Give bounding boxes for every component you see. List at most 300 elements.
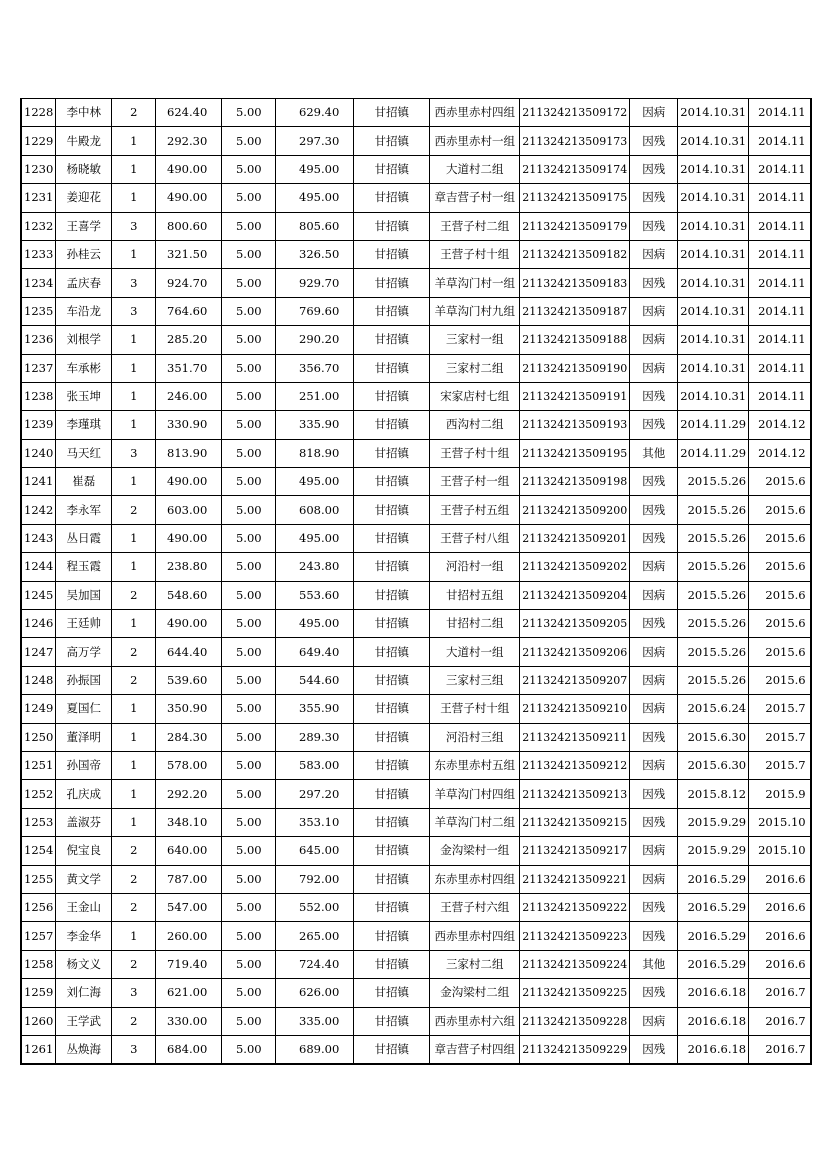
extra-amount-cell: 5.00 — [222, 297, 276, 325]
total-amount-cell: 792.00 — [276, 865, 354, 893]
name-cell: 王廷帅 — [56, 610, 112, 638]
name-cell: 马天红 — [56, 439, 112, 467]
extra-amount-cell: 5.00 — [222, 184, 276, 212]
village-group-cell: 羊草沟门村二组 — [430, 808, 520, 836]
base-amount-cell: 787.00 — [156, 865, 222, 893]
start-month-cell: 2014.11 — [749, 382, 811, 410]
village-group-cell: 三家村三组 — [430, 666, 520, 694]
name-cell: 刘根学 — [56, 326, 112, 354]
approval-date-cell: 2014.10.31 — [678, 382, 749, 410]
approval-date-cell: 2015.8.12 — [678, 780, 749, 808]
village-group-cell: 西赤里赤村一组 — [430, 127, 520, 155]
name-cell: 杨文义 — [56, 950, 112, 978]
approval-date-cell: 2014.10.31 — [678, 184, 749, 212]
case-id-cell: 211324213509205 — [520, 610, 630, 638]
household-size-cell: 2 — [112, 837, 156, 865]
town-cell: 甘招镇 — [354, 837, 430, 865]
approval-date-cell: 2015.5.26 — [678, 468, 749, 496]
case-id-cell: 211324213509200 — [520, 496, 630, 524]
start-month-cell: 2016.6 — [749, 865, 811, 893]
base-amount-cell: 624.40 — [156, 99, 222, 127]
approval-date-cell: 2015.5.26 — [678, 638, 749, 666]
name-cell: 夏国仁 — [56, 695, 112, 723]
approval-date-cell: 2014.10.31 — [678, 240, 749, 268]
household-size-cell: 1 — [112, 382, 156, 410]
base-amount-cell: 539.60 — [156, 666, 222, 694]
table-row — [21, 354, 811, 382]
town-cell: 甘招镇 — [354, 610, 430, 638]
approval-date-cell: 2016.6.18 — [678, 1035, 749, 1064]
name-cell: 孔庆成 — [56, 780, 112, 808]
table-row — [21, 950, 811, 978]
household-size-cell: 1 — [112, 354, 156, 382]
start-month-cell: 2015.7 — [749, 723, 811, 751]
extra-amount-cell: 5.00 — [222, 212, 276, 240]
case-id-cell: 211324213509173 — [520, 127, 630, 155]
approval-date-cell: 2015.6.24 — [678, 695, 749, 723]
table-row — [21, 581, 811, 609]
household-size-cell: 2 — [112, 496, 156, 524]
reason-cell: 因残 — [630, 922, 678, 950]
row-number-cell: 1238 — [21, 382, 56, 410]
name-cell: 孙桂云 — [56, 240, 112, 268]
reason-cell: 因残 — [630, 269, 678, 297]
start-month-cell: 2014.11 — [749, 184, 811, 212]
table-row — [21, 1035, 811, 1064]
case-id-cell: 211324213509211 — [520, 723, 630, 751]
name-cell: 杨晓敏 — [56, 155, 112, 183]
extra-amount-cell: 5.00 — [222, 240, 276, 268]
case-id-cell: 211324213509174 — [520, 155, 630, 183]
reason-cell: 因残 — [630, 411, 678, 439]
extra-amount-cell: 5.00 — [222, 865, 276, 893]
table-row — [21, 524, 811, 552]
base-amount-cell: 621.00 — [156, 979, 222, 1007]
start-month-cell: 2015.6 — [749, 524, 811, 552]
name-cell: 车沿龙 — [56, 297, 112, 325]
base-amount-cell: 321.50 — [156, 240, 222, 268]
extra-amount-cell: 5.00 — [222, 496, 276, 524]
case-id-cell: 211324213509206 — [520, 638, 630, 666]
approval-date-cell: 2014.10.31 — [678, 212, 749, 240]
extra-amount-cell: 5.00 — [222, 780, 276, 808]
village-group-cell: 王营子村十组 — [430, 695, 520, 723]
extra-amount-cell: 5.00 — [222, 837, 276, 865]
base-amount-cell: 603.00 — [156, 496, 222, 524]
start-month-cell: 2014.11 — [749, 269, 811, 297]
reason-cell: 因残 — [630, 808, 678, 836]
start-month-cell: 2014.11 — [749, 326, 811, 354]
village-group-cell: 甘招村五组 — [430, 581, 520, 609]
total-amount-cell: 544.60 — [276, 666, 354, 694]
village-group-cell: 西沟村二组 — [430, 411, 520, 439]
row-number-cell: 1229 — [21, 127, 56, 155]
town-cell: 甘招镇 — [354, 666, 430, 694]
case-id-cell: 211324213509187 — [520, 297, 630, 325]
row-number-cell: 1253 — [21, 808, 56, 836]
reason-cell: 因残 — [630, 1035, 678, 1064]
table-row — [21, 553, 811, 581]
reason-cell: 因病 — [630, 326, 678, 354]
start-month-cell: 2014.11 — [749, 297, 811, 325]
start-month-cell: 2015.7 — [749, 695, 811, 723]
town-cell: 甘招镇 — [354, 326, 430, 354]
base-amount-cell: 719.40 — [156, 950, 222, 978]
table-row — [21, 638, 811, 666]
approval-date-cell: 2015.6.30 — [678, 751, 749, 779]
total-amount-cell: 356.70 — [276, 354, 354, 382]
start-month-cell: 2015.6 — [749, 468, 811, 496]
base-amount-cell: 490.00 — [156, 524, 222, 552]
extra-amount-cell: 5.00 — [222, 382, 276, 410]
base-amount-cell: 490.00 — [156, 610, 222, 638]
total-amount-cell: 645.00 — [276, 837, 354, 865]
town-cell: 甘招镇 — [354, 979, 430, 1007]
base-amount-cell: 644.40 — [156, 638, 222, 666]
name-cell: 王金山 — [56, 893, 112, 921]
approval-date-cell: 2014.10.31 — [678, 99, 749, 127]
reason-cell: 因残 — [630, 212, 678, 240]
reason-cell: 因残 — [630, 468, 678, 496]
town-cell: 甘招镇 — [354, 184, 430, 212]
name-cell: 程玉霞 — [56, 553, 112, 581]
base-amount-cell: 764.60 — [156, 297, 222, 325]
row-number-cell: 1228 — [21, 99, 56, 127]
household-size-cell: 2 — [112, 893, 156, 921]
total-amount-cell: 818.90 — [276, 439, 354, 467]
start-month-cell: 2016.6 — [749, 893, 811, 921]
town-cell: 甘招镇 — [354, 581, 430, 609]
reason-cell: 因病 — [630, 865, 678, 893]
name-cell: 董泽明 — [56, 723, 112, 751]
reason-cell: 因病 — [630, 1007, 678, 1035]
base-amount-cell: 292.30 — [156, 127, 222, 155]
row-number-cell: 1257 — [21, 922, 56, 950]
base-amount-cell: 800.60 — [156, 212, 222, 240]
reason-cell: 因残 — [630, 610, 678, 638]
reason-cell: 因残 — [630, 723, 678, 751]
town-cell: 甘招镇 — [354, 950, 430, 978]
case-id-cell: 211324213509221 — [520, 865, 630, 893]
approval-date-cell: 2015.9.29 — [678, 808, 749, 836]
row-number-cell: 1249 — [21, 695, 56, 723]
table-row — [21, 723, 811, 751]
case-id-cell: 211324213509224 — [520, 950, 630, 978]
village-group-cell: 大道村一组 — [430, 638, 520, 666]
table-row — [21, 496, 811, 524]
base-amount-cell: 350.90 — [156, 695, 222, 723]
base-amount-cell: 548.60 — [156, 581, 222, 609]
base-amount-cell: 285.20 — [156, 326, 222, 354]
household-size-cell: 1 — [112, 751, 156, 779]
approval-date-cell: 2014.11.29 — [678, 439, 749, 467]
town-cell: 甘招镇 — [354, 638, 430, 666]
town-cell: 甘招镇 — [354, 553, 430, 581]
table-row — [21, 468, 811, 496]
reason-cell: 因病 — [630, 666, 678, 694]
total-amount-cell: 608.00 — [276, 496, 354, 524]
approval-date-cell: 2015.6.30 — [678, 723, 749, 751]
name-cell: 李金华 — [56, 922, 112, 950]
name-cell: 姜迎花 — [56, 184, 112, 212]
reason-cell: 因残 — [630, 496, 678, 524]
village-group-cell: 王营子村二组 — [430, 212, 520, 240]
case-id-cell: 211324213509182 — [520, 240, 630, 268]
household-size-cell: 1 — [112, 695, 156, 723]
row-number-cell: 1248 — [21, 666, 56, 694]
household-size-cell: 1 — [112, 468, 156, 496]
row-number-cell: 1231 — [21, 184, 56, 212]
case-id-cell: 211324213509223 — [520, 922, 630, 950]
extra-amount-cell: 5.00 — [222, 439, 276, 467]
extra-amount-cell: 5.00 — [222, 468, 276, 496]
table-row — [21, 269, 811, 297]
town-cell: 甘招镇 — [354, 354, 430, 382]
table-row — [21, 979, 811, 1007]
total-amount-cell: 326.50 — [276, 240, 354, 268]
household-size-cell: 1 — [112, 326, 156, 354]
village-group-cell: 三家村二组 — [430, 950, 520, 978]
row-number-cell: 1250 — [21, 723, 56, 751]
reason-cell: 因残 — [630, 155, 678, 183]
case-id-cell: 211324213509193 — [520, 411, 630, 439]
approval-date-cell: 2014.10.31 — [678, 297, 749, 325]
town-cell: 甘招镇 — [354, 751, 430, 779]
approval-date-cell: 2016.5.29 — [678, 893, 749, 921]
town-cell: 甘招镇 — [354, 922, 430, 950]
start-month-cell: 2014.11 — [749, 354, 811, 382]
reason-cell: 因残 — [630, 184, 678, 212]
start-month-cell: 2015.6 — [749, 581, 811, 609]
table-row — [21, 212, 811, 240]
town-cell: 甘招镇 — [354, 382, 430, 410]
village-group-cell: 大道村二组 — [430, 155, 520, 183]
town-cell: 甘招镇 — [354, 468, 430, 496]
reason-cell: 因病 — [630, 553, 678, 581]
base-amount-cell: 260.00 — [156, 922, 222, 950]
approval-date-cell: 2016.6.18 — [678, 1007, 749, 1035]
table-row — [21, 127, 811, 155]
village-group-cell: 东赤里赤村四组 — [430, 865, 520, 893]
extra-amount-cell: 5.00 — [222, 326, 276, 354]
row-number-cell: 1243 — [21, 524, 56, 552]
total-amount-cell: 243.80 — [276, 553, 354, 581]
household-size-cell: 1 — [112, 808, 156, 836]
reason-cell: 因残 — [630, 524, 678, 552]
approval-date-cell: 2016.5.29 — [678, 922, 749, 950]
extra-amount-cell: 5.00 — [222, 524, 276, 552]
extra-amount-cell: 5.00 — [222, 1035, 276, 1064]
name-cell: 崔磊 — [56, 468, 112, 496]
start-month-cell: 2014.12 — [749, 439, 811, 467]
start-month-cell: 2015.9 — [749, 780, 811, 808]
row-number-cell: 1252 — [21, 780, 56, 808]
approval-date-cell: 2014.10.31 — [678, 127, 749, 155]
base-amount-cell: 351.70 — [156, 354, 222, 382]
base-amount-cell: 640.00 — [156, 837, 222, 865]
name-cell: 丛焕海 — [56, 1035, 112, 1064]
row-number-cell: 1232 — [21, 212, 56, 240]
start-month-cell: 2015.10 — [749, 837, 811, 865]
case-id-cell: 211324213509198 — [520, 468, 630, 496]
table-row — [21, 610, 811, 638]
start-month-cell: 2015.6 — [749, 638, 811, 666]
case-id-cell: 211324213509195 — [520, 439, 630, 467]
row-number-cell: 1254 — [21, 837, 56, 865]
row-number-cell: 1255 — [21, 865, 56, 893]
base-amount-cell: 238.80 — [156, 553, 222, 581]
town-cell: 甘招镇 — [354, 240, 430, 268]
household-size-cell: 2 — [112, 666, 156, 694]
start-month-cell: 2016.6 — [749, 950, 811, 978]
total-amount-cell: 583.00 — [276, 751, 354, 779]
start-month-cell: 2016.7 — [749, 1007, 811, 1035]
reason-cell: 因病 — [630, 638, 678, 666]
total-amount-cell: 297.30 — [276, 127, 354, 155]
base-amount-cell: 813.90 — [156, 439, 222, 467]
start-month-cell: 2014.11 — [749, 212, 811, 240]
household-size-cell: 3 — [112, 269, 156, 297]
table-row — [21, 808, 811, 836]
village-group-cell: 羊草沟门村一组 — [430, 269, 520, 297]
approval-date-cell: 2014.10.31 — [678, 269, 749, 297]
household-size-cell: 1 — [112, 723, 156, 751]
row-number-cell: 1235 — [21, 297, 56, 325]
approval-date-cell: 2015.5.26 — [678, 496, 749, 524]
town-cell: 甘招镇 — [354, 269, 430, 297]
household-size-cell: 1 — [112, 610, 156, 638]
town-cell: 甘招镇 — [354, 1035, 430, 1064]
total-amount-cell: 495.00 — [276, 468, 354, 496]
reason-cell: 因病 — [630, 751, 678, 779]
village-group-cell: 河沿村三组 — [430, 723, 520, 751]
table-row — [21, 1007, 811, 1035]
town-cell: 甘招镇 — [354, 865, 430, 893]
village-group-cell: 宋家店村七组 — [430, 382, 520, 410]
town-cell: 甘招镇 — [354, 723, 430, 751]
extra-amount-cell: 5.00 — [222, 979, 276, 1007]
town-cell: 甘招镇 — [354, 439, 430, 467]
case-id-cell: 211324213509217 — [520, 837, 630, 865]
household-size-cell: 2 — [112, 950, 156, 978]
table-row — [21, 893, 811, 921]
base-amount-cell: 490.00 — [156, 184, 222, 212]
case-id-cell: 211324213509188 — [520, 326, 630, 354]
extra-amount-cell: 5.00 — [222, 751, 276, 779]
row-number-cell: 1240 — [21, 439, 56, 467]
household-size-cell: 1 — [112, 184, 156, 212]
name-cell: 王喜学 — [56, 212, 112, 240]
approval-date-cell: 2015.5.26 — [678, 581, 749, 609]
extra-amount-cell: 5.00 — [222, 155, 276, 183]
table-row — [21, 411, 811, 439]
start-month-cell: 2016.7 — [749, 1035, 811, 1064]
total-amount-cell: 353.10 — [276, 808, 354, 836]
town-cell: 甘招镇 — [354, 695, 430, 723]
household-size-cell: 1 — [112, 524, 156, 552]
table-row — [21, 297, 811, 325]
village-group-cell: 章吉营子村一组 — [430, 184, 520, 212]
case-id-cell: 211324213509212 — [520, 751, 630, 779]
household-size-cell: 1 — [112, 780, 156, 808]
table-row — [21, 439, 811, 467]
town-cell: 甘招镇 — [354, 496, 430, 524]
extra-amount-cell: 5.00 — [222, 695, 276, 723]
reason-cell: 因病 — [630, 240, 678, 268]
case-id-cell: 211324213509172 — [520, 99, 630, 127]
row-number-cell: 1251 — [21, 751, 56, 779]
reason-cell: 因残 — [630, 893, 678, 921]
total-amount-cell: 265.00 — [276, 922, 354, 950]
total-amount-cell: 290.20 — [276, 326, 354, 354]
village-group-cell: 东赤里赤村五组 — [430, 751, 520, 779]
total-amount-cell: 495.00 — [276, 155, 354, 183]
data-table — [20, 98, 812, 1065]
name-cell: 张玉坤 — [56, 382, 112, 410]
household-size-cell: 2 — [112, 865, 156, 893]
extra-amount-cell: 5.00 — [222, 950, 276, 978]
extra-amount-cell: 5.00 — [222, 411, 276, 439]
town-cell: 甘招镇 — [354, 127, 430, 155]
total-amount-cell: 355.90 — [276, 695, 354, 723]
household-size-cell: 3 — [112, 439, 156, 467]
reason-cell: 因病 — [630, 837, 678, 865]
extra-amount-cell: 5.00 — [222, 893, 276, 921]
total-amount-cell: 495.00 — [276, 610, 354, 638]
village-group-cell: 王营子村十组 — [430, 439, 520, 467]
total-amount-cell: 297.20 — [276, 780, 354, 808]
table-row — [21, 695, 811, 723]
household-size-cell: 2 — [112, 99, 156, 127]
table-row — [21, 751, 811, 779]
base-amount-cell: 684.00 — [156, 1035, 222, 1064]
start-month-cell: 2015.6 — [749, 666, 811, 694]
household-size-cell: 3 — [112, 212, 156, 240]
table-row — [21, 865, 811, 893]
extra-amount-cell: 5.00 — [222, 723, 276, 751]
extra-amount-cell: 5.00 — [222, 922, 276, 950]
name-cell: 倪宝良 — [56, 837, 112, 865]
approval-date-cell: 2016.5.29 — [678, 950, 749, 978]
extra-amount-cell: 5.00 — [222, 269, 276, 297]
household-size-cell: 1 — [112, 411, 156, 439]
row-number-cell: 1237 — [21, 354, 56, 382]
household-size-cell: 1 — [112, 922, 156, 950]
table-row — [21, 922, 811, 950]
table-row — [21, 155, 811, 183]
name-cell: 车承彬 — [56, 354, 112, 382]
row-number-cell: 1258 — [21, 950, 56, 978]
start-month-cell: 2015.7 — [749, 751, 811, 779]
total-amount-cell: 805.60 — [276, 212, 354, 240]
village-group-cell: 西赤里赤村六组 — [430, 1007, 520, 1035]
village-group-cell: 羊草沟门村四组 — [430, 780, 520, 808]
base-amount-cell: 578.00 — [156, 751, 222, 779]
case-id-cell: 211324213509225 — [520, 979, 630, 1007]
approval-date-cell: 2015.5.26 — [678, 610, 749, 638]
case-id-cell: 211324213509179 — [520, 212, 630, 240]
total-amount-cell: 335.90 — [276, 411, 354, 439]
table-row — [21, 666, 811, 694]
row-number-cell: 1256 — [21, 893, 56, 921]
row-number-cell: 1236 — [21, 326, 56, 354]
household-size-cell: 1 — [112, 155, 156, 183]
total-amount-cell: 495.00 — [276, 524, 354, 552]
row-number-cell: 1246 — [21, 610, 56, 638]
case-id-cell: 211324213509175 — [520, 184, 630, 212]
base-amount-cell: 490.00 — [156, 468, 222, 496]
total-amount-cell: 626.00 — [276, 979, 354, 1007]
